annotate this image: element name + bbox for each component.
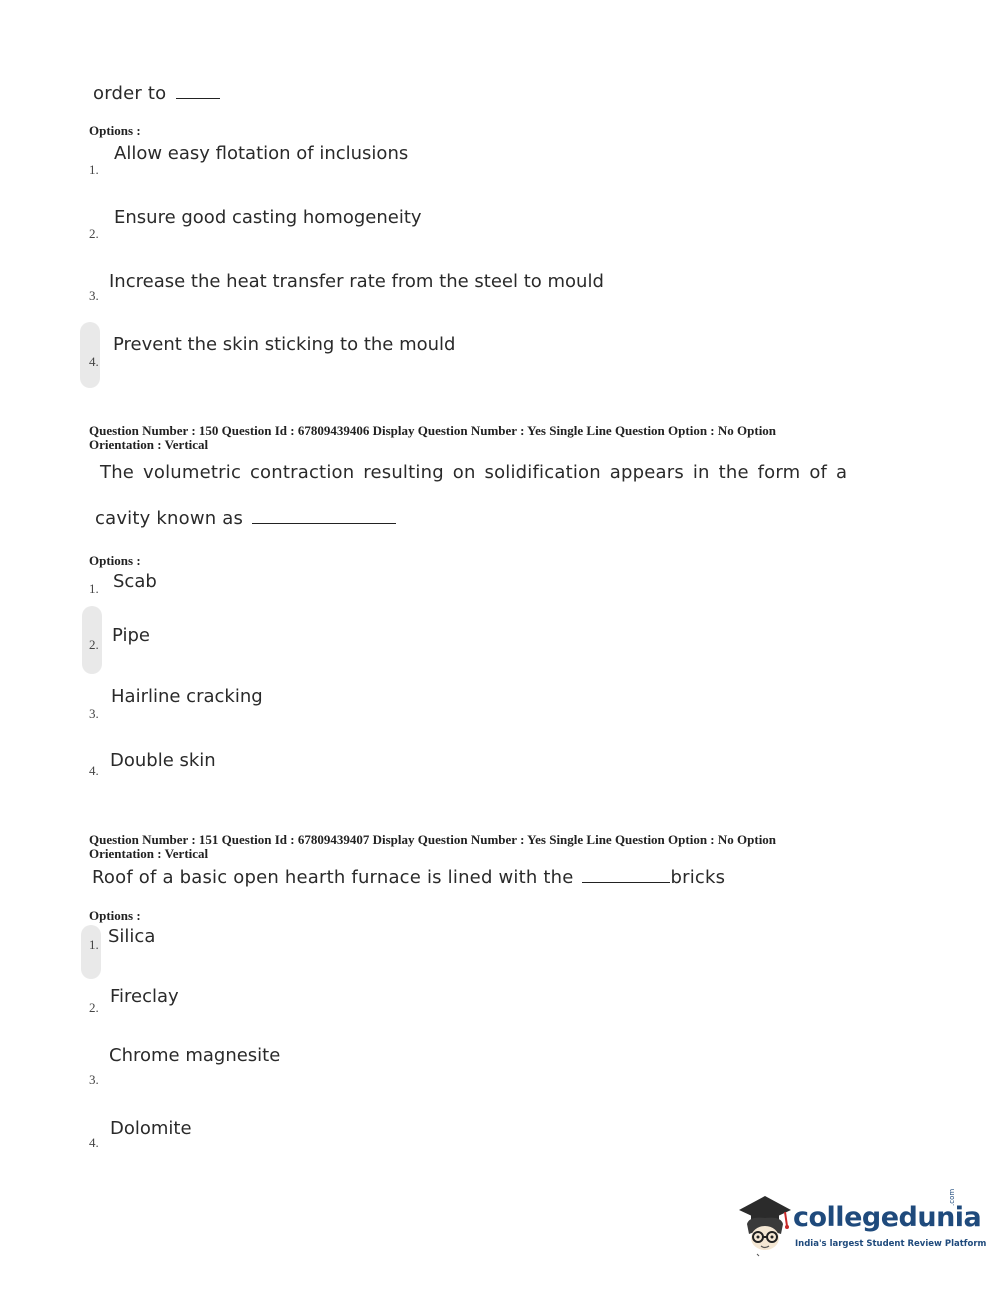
option-text: Fireclay <box>110 986 179 1007</box>
option-number: 2. <box>89 226 99 241</box>
question-meta: Question Number : 150 Question Id : 67809439406 Display Question Number : Yes Single Line Question Option : No Option Orientation : Vertical <box>89 423 777 452</box>
options-label: Options : <box>89 553 141 568</box>
question-meta: Question Number : 151 Question Id : 67809439407 Display Question Number : Yes Single Line Question Option : No Option Orientation : Vertical <box>89 832 777 861</box>
question-tail <box>93 83 220 104</box>
option-number: 3. <box>89 1072 99 1087</box>
question-text: The volumetric contraction resulting on solidification appears in the form of a <box>100 462 848 483</box>
option-number: 4. <box>89 354 99 369</box>
option-text: Silica <box>108 926 156 947</box>
option-text: Prevent the skin sticking to the mould <box>113 334 456 355</box>
brand-name: collegedunia <box>793 1202 982 1233</box>
option-number: 3. <box>89 288 99 303</box>
answer-blank <box>176 97 220 99</box>
option-number: 2. <box>89 1000 99 1015</box>
option-text: Ensure good casting homogeneity <box>114 207 422 228</box>
option-text: Double skin <box>110 750 216 771</box>
answer-blank <box>252 522 396 524</box>
option-text: Chrome magnesite <box>109 1045 281 1066</box>
answer-blank <box>582 881 670 883</box>
collegedunia-logo <box>735 1188 987 1260</box>
option-number: 4. <box>89 1135 99 1150</box>
mascot-icon <box>735 1190 793 1258</box>
question-text: Roof of a basic open hearth furnace is lined with the bricks <box>92 867 726 888</box>
option-number: 4. <box>89 763 99 778</box>
option-text: Hairline cracking <box>111 686 263 707</box>
brand-tagline: India's largest Student Review Platform <box>795 1239 987 1249</box>
options-label: Options : <box>89 908 141 923</box>
brand-domain: .com <box>948 1188 956 1206</box>
option-number: 1. <box>89 937 99 952</box>
options-label: Options : <box>89 123 141 138</box>
option-number: 3. <box>89 706 99 721</box>
option-text: Dolomite <box>110 1118 192 1139</box>
option-text: Increase the heat transfer rate from the steel to mould <box>109 271 604 292</box>
option-text: Pipe <box>112 625 150 646</box>
question-text-line2: cavity known as <box>95 508 396 529</box>
option-text: Scab <box>113 571 157 592</box>
option-number: 2. <box>89 637 99 652</box>
question-text: order to <box>93 83 167 104</box>
option-number: 1. <box>89 581 99 596</box>
option-number: 1. <box>89 162 99 177</box>
option-text: Allow easy flotation of inclusions <box>114 143 409 164</box>
